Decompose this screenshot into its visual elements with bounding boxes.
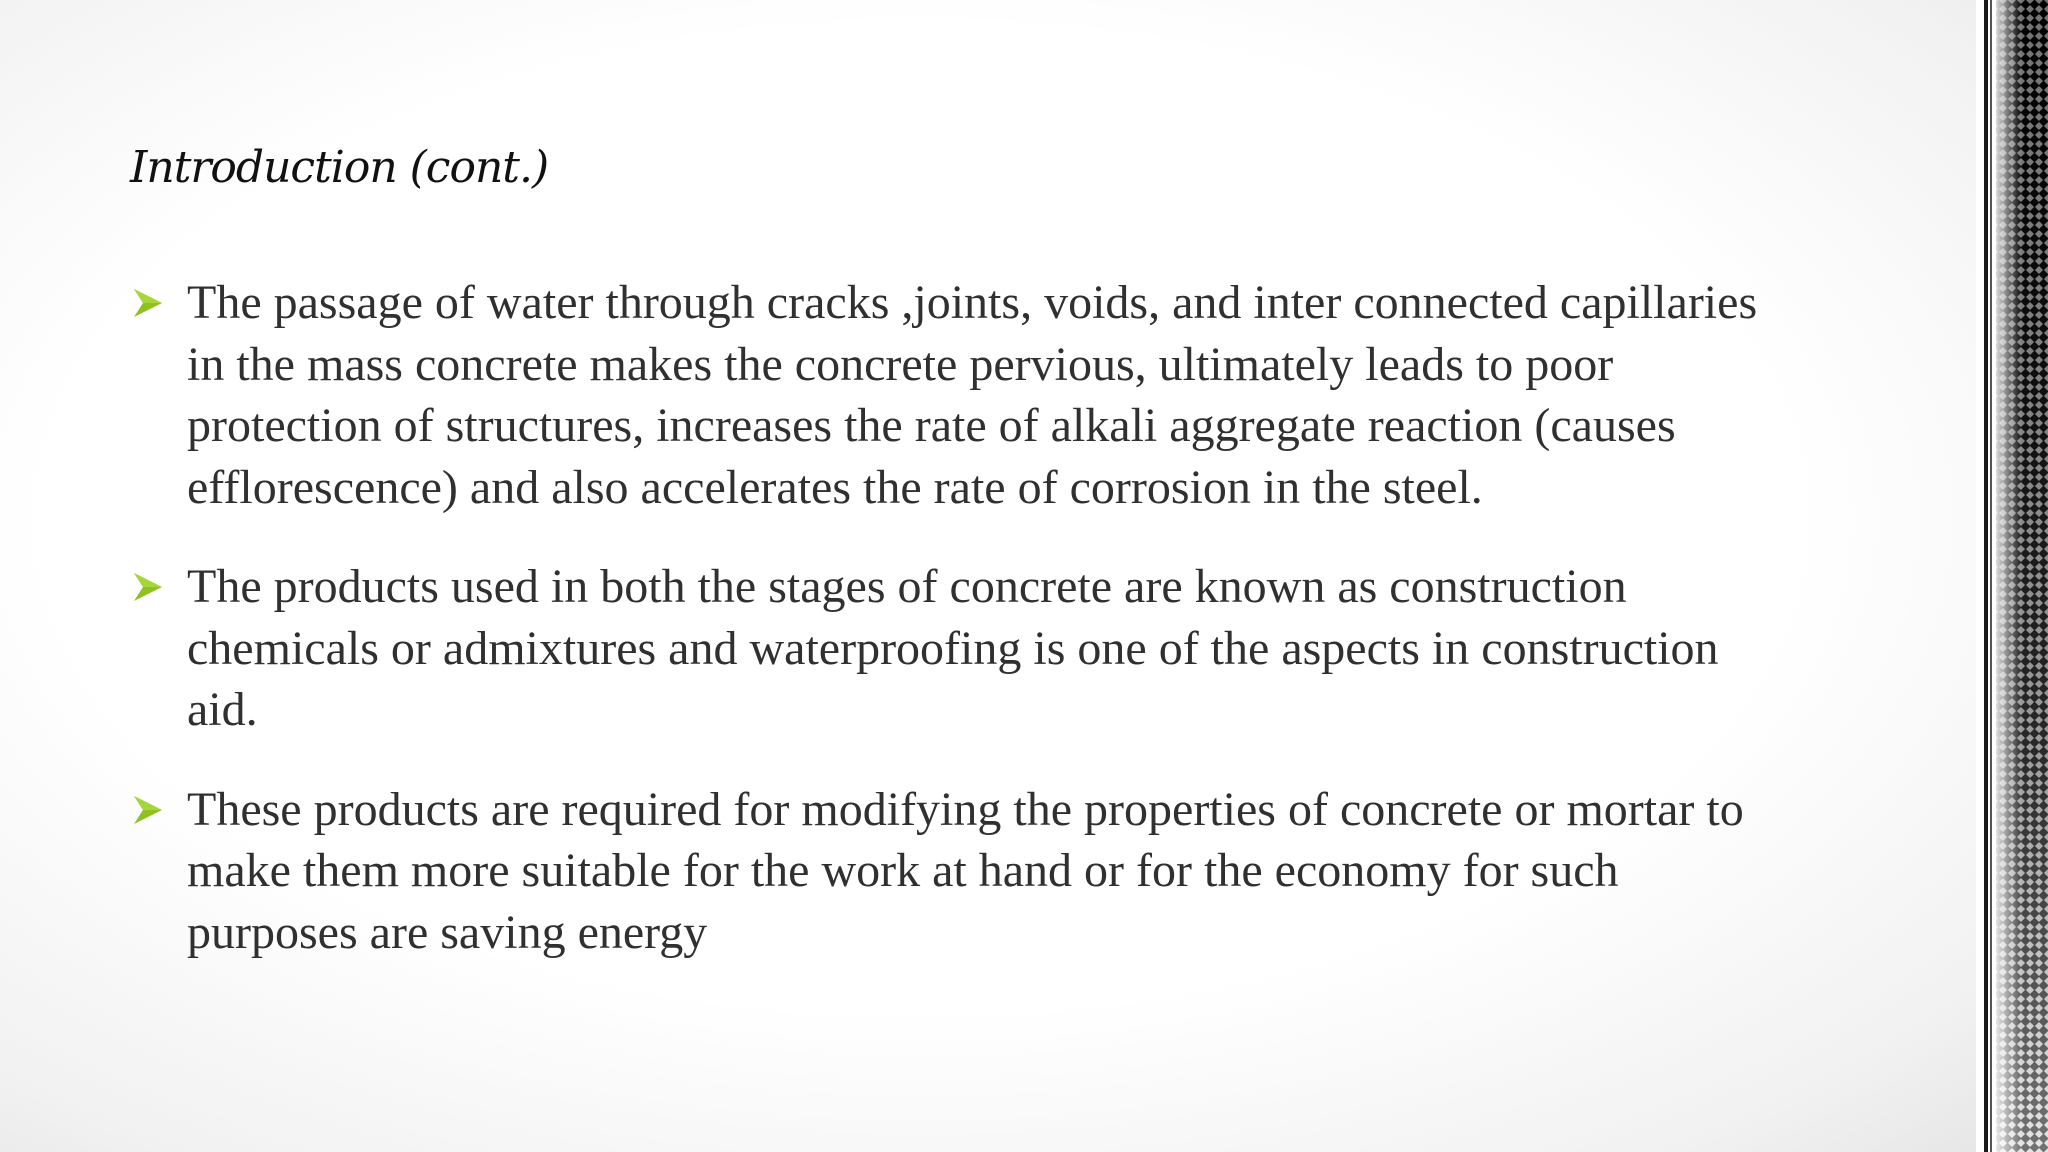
bullet-text: These products are required for modifying the properties of concrete or mortar to make them more suitable for the work at hand or for the economy for such purposes are saving energy [187, 782, 1744, 959]
slide-title: Introduction (cont.) [130, 142, 549, 193]
arrow-bullet-icon [133, 571, 163, 603]
halftone-pattern-icon [1976, 0, 2048, 1152]
bullet-text: The products used in both the stages of concrete are known as construction chemicals or admixtures and waterproofing is one of the aspects in construction aid. [187, 560, 1719, 736]
arrow-bullet-icon [133, 287, 163, 319]
bullet-list [130, 272, 1770, 963]
bullet-item [130, 556, 1770, 741]
arrow-bullet-icon [133, 794, 163, 826]
bullet-text: The passage of water through cracks ,joints, voids, and inter connected capillaries in the mass concrete makes the concrete pervious, ultimately leads to poor protection of structures, increases the rate of alkali aggregate reaction (causes efflorescence) and also accelerates the rate of corrosion in the steel. [187, 276, 1758, 514]
decorative-side-strip [1976, 0, 2048, 1152]
bullet-item [130, 272, 1770, 518]
bullet-item [130, 779, 1770, 964]
